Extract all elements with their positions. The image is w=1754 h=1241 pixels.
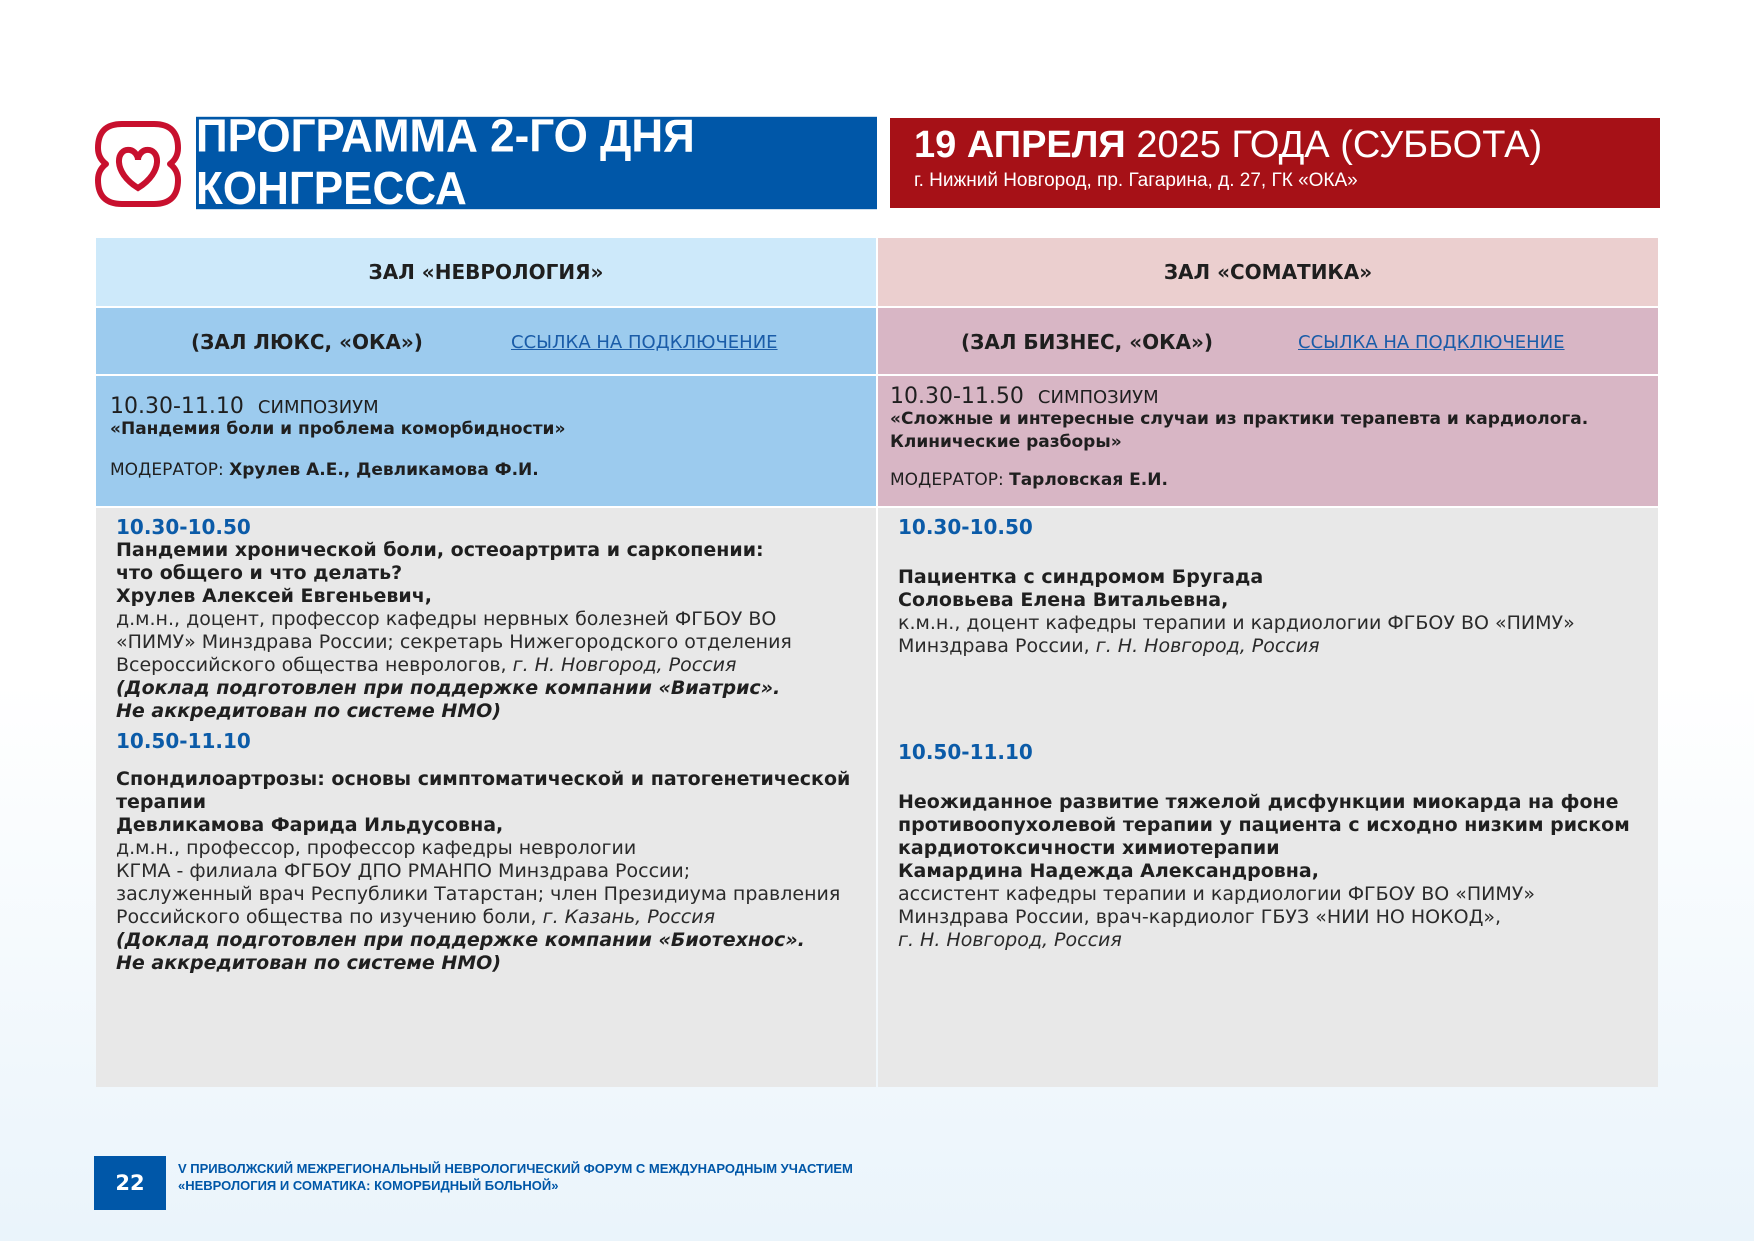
speaker-name: Девликамова Фарида Ильдусовна, [116,814,504,836]
talk-title: кардиотоксичности химиотерапии [898,837,1280,859]
talk-title: что общего и что делать? [116,562,403,584]
talk-item [898,741,1630,952]
moderator [890,470,1168,490]
talks-left [96,508,876,1087]
talk-note: Не аккредитован по системе НМО) [116,700,502,722]
moderator-label: МОДЕРАТОР: [890,470,1004,490]
speaker-affiliation [898,929,1630,952]
symposium-title-line: «Сложные и интересные случаи из практики терапевта и кардиолога. [890,409,1589,429]
speaker-affiliation: Минздрава России, врач-кардиолог ГБУЗ «НИИ НО НОКОД», [898,906,1502,928]
footer-line: «НЕВРОЛОГИЯ И СОМАТИКА: КОМОРБИДНЫЙ БОЛЬНОЙ» [178,1178,559,1193]
speaker-affiliation: заслуженный врач Республики Татарстан; член Президиума правления [116,883,841,905]
hall-somatics-sub [878,308,1658,374]
symposium-right [878,376,1658,506]
talk-item [116,730,850,975]
talk-title: противоопухолевой терапии у пациента с исходно низким риском [898,814,1630,836]
connect-link[interactable]: ССЫЛКА НА ПОДКЛЮЧЕНИЕ [1298,332,1565,353]
talk-time: 10.30-10.50 [898,515,1033,539]
forum-footer [178,1160,853,1194]
room-name: (ЗАЛ БИЗНЕС, «ОКА») [961,330,1214,354]
speaker-affiliation: ассистент кафедры терапии и кардиологии ФГБОУ ВО «ПИМУ» [898,883,1535,905]
talk-item [116,516,792,723]
date-bold: 19 АПРЕЛЯ [914,124,1126,166]
affiliation-text: Всероссийского общества неврологов, [116,654,507,676]
speaker-name: Хрулев Алексей Евгеньевич, [116,585,432,607]
symposium-time [890,384,1159,409]
talk-note: (Доклад подготовлен при поддержке компании «Биотехнос». [116,929,805,951]
connect-link[interactable]: ССЫЛКА НА ПОДКЛЮЧЕНИЕ [511,332,778,353]
talk-title: Пациентка с синдромом Бругада [898,566,1264,588]
program-table [96,238,1658,1087]
speaker-place: г. Н. Новгород, Россия [898,929,1122,951]
footer-line: V ПРИВОЛЖСКИЙ МЕЖРЕГИОНАЛЬНЫЙ НЕВРОЛОГИЧЕСКИЙ ФОРУМ С МЕЖДУНАРОДНЫМ УЧАСТИЕМ [178,1161,853,1176]
hall-neurology-sub [96,308,876,374]
moderator-names: Тарловская Е.И. [1009,470,1168,490]
hall-somatics-header: ЗАЛ «СОМАТИКА» [878,238,1658,306]
talk-time: 10.50-11.10 [116,729,251,753]
speaker-affiliation [898,635,1575,658]
time-value: 10.30-11.50 [890,384,1024,409]
page-title: ПРОГРАММА 2-ГО ДНЯ КОНГРЕССА [196,117,877,209]
date-banner [890,118,1660,208]
room-name: (ЗАЛ ЛЮКС, «ОКА») [191,330,423,354]
date-line [914,124,1542,167]
talk-title: Пандемии хронической боли, остеоартрита и саркопении: [116,539,764,561]
talk-time: 10.50-11.10 [898,740,1033,764]
symposium-label: СИМПОЗИУМ [1037,387,1159,408]
speaker-affiliation [116,906,850,929]
venue-address: г. Нижний Новгород, пр. Гагарина, д. 27, ГК «ОКА» [914,170,1358,191]
date-rest: 2025 ГОДА (СУББОТА) [1136,124,1543,166]
speaker-affiliation: д.м.н., доцент, профессор кафедры нервных болезней ФГБОУ ВО [116,608,777,630]
speaker-affiliation [116,654,792,677]
heart-logo-icon [92,118,184,210]
hall-neurology-header: ЗАЛ «НЕВРОЛОГИЯ» [96,238,876,306]
speaker-affiliation: д.м.н., профессор, профессор кафедры неврологии [116,837,637,859]
speaker-place: г. Н. Новгород, Россия [512,654,737,676]
symposium-left [96,376,876,506]
talk-title: Неожиданное развитие тяжелой дисфункции миокарда на фоне [898,791,1619,813]
speaker-affiliation: «ПИМУ» Минздрава России; секретарь Нижегородского отделения [116,631,792,653]
talk-title: Спондилоартрозы: основы симптоматической и патогенетической [116,768,851,790]
talk-time: 10.30-10.50 [116,515,251,539]
talk-note: Не аккредитован по системе НМО) [116,952,502,974]
symposium-title: «Пандемия боли и проблема коморбидности» [110,419,566,439]
symposium-title-line: Клинические разборы» [890,432,1122,452]
page-number: 22 [94,1156,166,1210]
moderator-label: МОДЕРАТОР: [110,460,224,480]
affiliation-text: Минздрава России, [898,635,1090,657]
speaker-name: Камардина Надежда Александровна, [898,860,1319,882]
affiliation-text: Российского общества по изучению боли, [116,906,537,928]
moderator [110,460,539,480]
talk-title: терапии [116,791,207,813]
symposium-label: СИМПОЗИУМ [257,397,379,418]
time-value: 10.30-11.10 [110,394,244,419]
moderator-names: Хрулев А.Е., Девликамова Ф.И. [229,460,539,480]
talk-item [898,516,1575,658]
speaker-affiliation: к.м.н., доцент кафедры терапии и кардиологии ФГБОУ ВО «ПИМУ» [898,612,1575,634]
speaker-place: г. Н. Новгород, Россия [1095,635,1320,657]
talk-note: (Доклад подготовлен при поддержке компании «Виатрис». [116,677,781,699]
speaker-place: г. Казань, Россия [542,906,716,928]
talks-right [878,508,1658,1087]
speaker-name: Соловьева Елена Витальевна, [898,589,1229,611]
speaker-affiliation: КГМА - филиала ФГБОУ ДПО РМАНПО Минздрава России; [116,860,691,882]
symposium-title [890,408,1588,454]
symposium-time [110,394,379,419]
